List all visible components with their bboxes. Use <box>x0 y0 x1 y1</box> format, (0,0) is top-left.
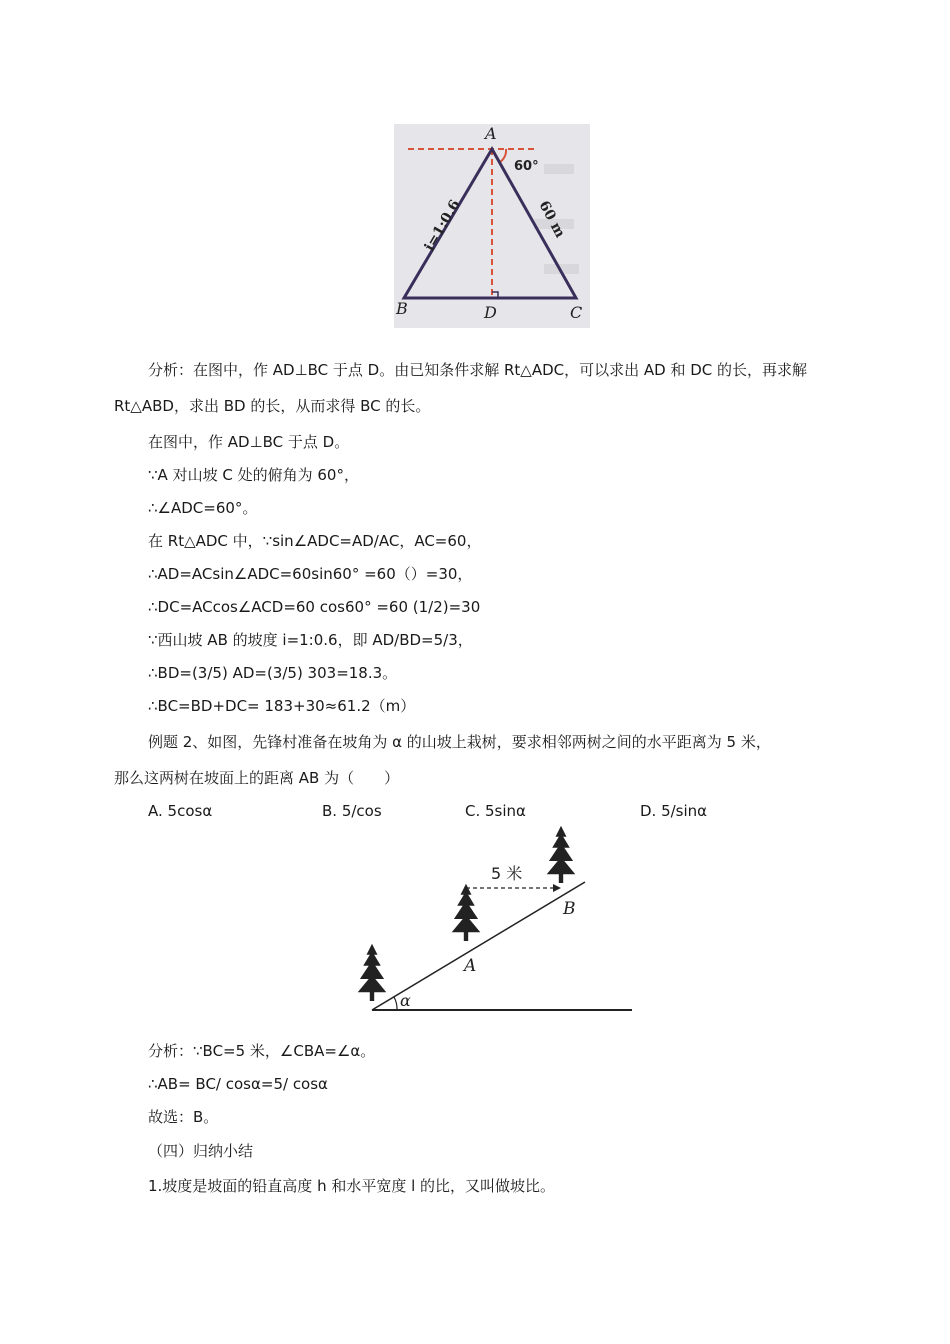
text-line-7: ∴AD=ACsin∠ADC=60sin60° =60（）=30， <box>148 565 473 583</box>
tree-left-icon <box>358 944 387 1001</box>
label-fig2-B: B <box>563 899 576 919</box>
text-line-4: ∵A 对山坡 C 处的俯角为 60°， <box>148 466 359 484</box>
tree-b-icon <box>547 826 576 883</box>
text-line-10: ∴BD=(3/5) AD=(3/5) 303=18.3。 <box>148 664 398 682</box>
slope-figure <box>345 826 640 1016</box>
slope-label: i=1:0.6 <box>421 197 464 254</box>
analysis-line-3: 故选：B。 <box>148 1108 219 1126</box>
label-fig2-A: A <box>464 956 477 976</box>
label-D: D <box>484 303 497 322</box>
tree-a-icon <box>452 884 481 941</box>
text-line-11: ∴BC=BD+DC= 183+30≈61.2（m） <box>148 697 416 715</box>
text-line-6: 在 Rt△ADC 中，∵sin∠ADC=AD/AC，AC=60， <box>148 532 482 550</box>
label-A: A <box>485 124 497 143</box>
label-B: B <box>396 299 408 318</box>
side-label: 60 m <box>535 198 568 241</box>
text-line-2: Rt△ABD，求出 BD 的长，从而求得 BC 的长。 <box>114 397 431 415</box>
text-line-9: ∵西山坡 AB 的坡度 i=1:0.6，即 AD/BD=5/3， <box>148 631 473 649</box>
analysis-line-2: ∴AB= BC/ cosα=5/ cosα <box>148 1075 328 1093</box>
option-d: D. 5/sinα <box>640 802 708 820</box>
distance-label: 5 米 <box>491 864 523 883</box>
angle-label: 60° <box>514 159 539 174</box>
option-c: C. 5sinα <box>465 802 526 820</box>
section-heading: （四）归纳小结 <box>148 1142 254 1160</box>
option-b: B. 5/cos <box>322 802 382 820</box>
text-line-5: ∴∠ADC=60°。 <box>148 499 258 517</box>
summary-line-1: 1.坡度是坡面的铅直高度 h 和水平宽度 l 的比，又叫做坡比。 <box>148 1177 556 1195</box>
text-line-13: 那么这两树在坡面上的距离 AB 为（ ） <box>114 769 400 787</box>
alpha-label: α <box>400 991 411 1010</box>
text-line-8: ∴DC=ACcos∠ACD=60 cos60° =60 (1/2)=30 <box>148 598 481 616</box>
label-C: C <box>570 303 583 322</box>
triangle-figure <box>394 124 590 328</box>
text-line-3: 在图中，作 AD⊥BC 于点 D。 <box>148 433 350 451</box>
text-line-1: 分析：在图中，作 AD⊥BC 于点 D。由已知条件求解 Rt△ADC，可以求出 AD 和 DC 的长，再求解 <box>148 361 808 379</box>
option-a: A. 5cosα <box>148 802 213 820</box>
analysis-line-1: 分析：∵BC=5 米，∠CBA=∠α。 <box>148 1042 376 1060</box>
text-line-12: 例题 2、如图，先锋村准备在坡角为 α 的山坡上栽树，要求相邻两树之间的水平距离为 5 米， <box>148 733 771 751</box>
